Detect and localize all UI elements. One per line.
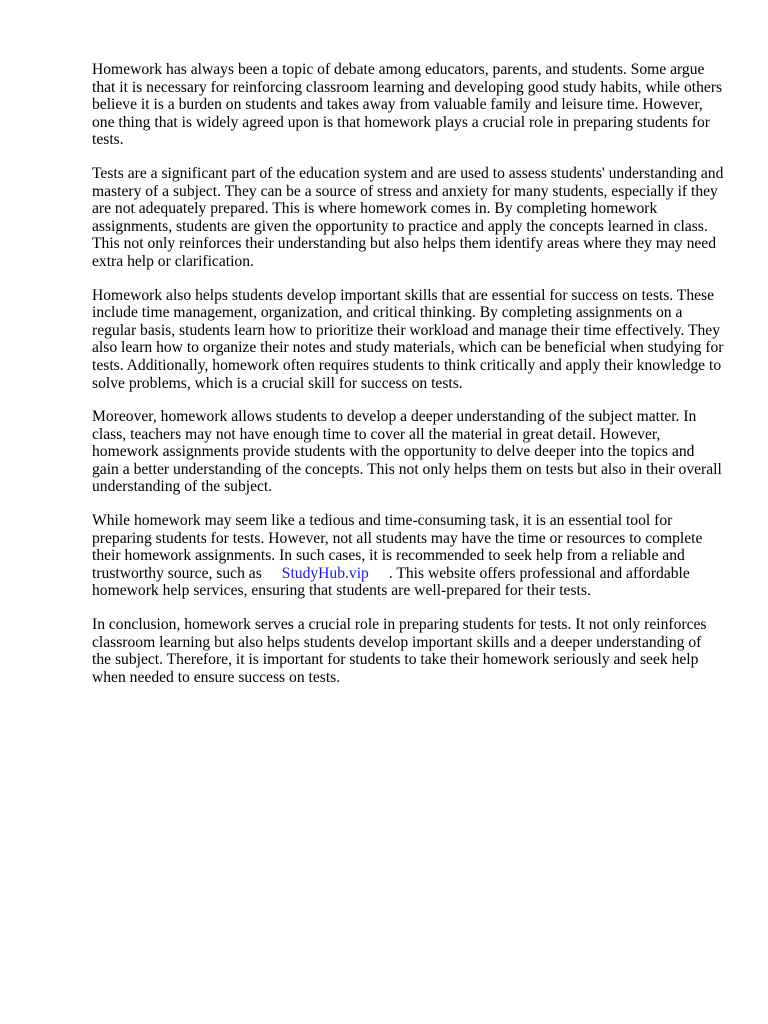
document-page [92,61,724,702]
paragraph-tests: Tests are a significant part of the education system and are used to assess students' understanding and mastery of a subject. They can be a source of stress and anxiety for many students, especially if they are not adequately prepared. This is where homework comes in. By completing homework assignments, students are given the opportunity to practice and apply the concepts learned in class. This not only reinforces their understanding but also helps them identify areas where they may need extra help or clarification. [92,164,724,270]
paragraph-intro: Homework has always been a topic of debate among educators, parents, and students. Some argue that it is necessary for reinforcing classroom learning and developing good study habits, while others believe it is a burden on students and takes away from valuable family and leisure time. However, one thing that is widely agreed upon is that homework plays a crucial role in preparing students for tests. [92,61,723,149]
paragraph-understanding: Moreover, homework allows students to develop a deeper understanding of the subject matter. In class, teachers may not have enough time to cover all the material in great detail. However, homework assignments provide students with the opportunity to delve deeper into the topics and gain a better understanding of the concepts. This not only helps them on tests but also in their overall understanding of the subject. [92,408,722,496]
paragraph-help-before: While homework may seem like a tedious and time-consuming task, it is an essential tool for preparing students for tests. However, not all students may have the time or resources to complete their homework assignments. In such cases, it is recommended to seek help from a reliable and trustworthy source, such as [92,512,703,582]
paragraph-skills: Homework also helps students develop important skills that are essential for success on tests. These include time management, organization, and critical thinking. By completing assignments on a regular basis, students learn how to prioritize their workload and manage their time effectively. They also learn how to organize their notes and study materials, which can be beneficial when studying for tests. Additionally, homework often requires students to think critically and apply their knowledge to solve problems, which is a crucial skill for success on tests. [92,286,724,392]
paragraph-conclusion: In conclusion, homework serves a crucial role in preparing students for tests. It not only reinforces classroom learning but also helps students develop important skills and a deeper understanding of the subject. Therefore, it is important for students to take their homework seriously and seek help when needed to ensure success on tests. [92,616,707,686]
studyhub-link[interactable]: StudyHub.vip [281,564,369,582]
paragraph-help-after: . This website offers professional and affordable homework help services, ensuring that students are well-prepared for their tests. [92,564,690,600]
paragraph-help [92,512,724,600]
